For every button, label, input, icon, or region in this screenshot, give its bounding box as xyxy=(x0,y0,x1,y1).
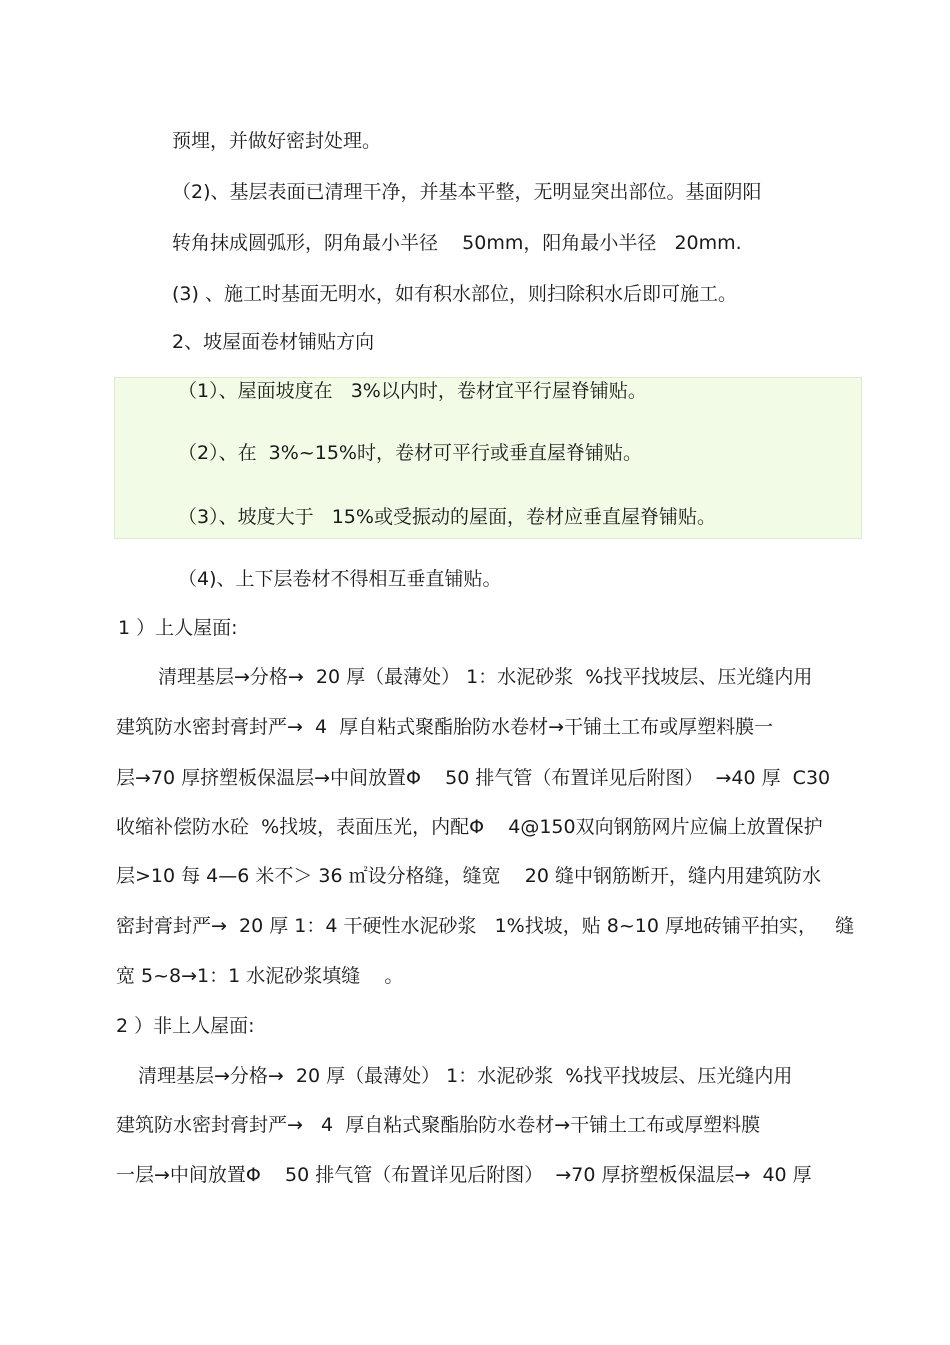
text-line: 建筑防水密封膏封严→ 4 厚自粘式聚酯胎防水卷材→干铺土工布或厚塑料膜一 xyxy=(116,716,774,738)
highlight-line: （2）、在 3%~15%时，卷材可平行或垂直屋脊铺贴。 xyxy=(178,442,642,464)
highlight-line: （1）、屋面坡度在 3%以内时，卷材宜平行屋脊铺贴。 xyxy=(178,380,647,402)
subsection-heading: 2 ）非上人屋面: xyxy=(116,1015,255,1037)
text-line: 宽 5~8→1：1 水泥砂浆填缝 。 xyxy=(116,965,404,987)
text-line: 建筑防水密封膏封严→ 4 厚自粘式聚酯胎防水卷材→干铺土工布或厚塑料膜 xyxy=(116,1114,761,1136)
subsection-heading: 1 ）上人屋面: xyxy=(118,617,238,639)
highlight-line: （3）、坡度大于 15%或受振动的屋面，卷材应垂直屋脊铺贴。 xyxy=(178,506,716,528)
section-heading: 2、坡屋面卷材铺贴方向 xyxy=(172,331,375,353)
text-line: （4)、上下层卷材不得相互垂直铺贴。 xyxy=(178,568,502,590)
text-line: 一层→中间放置Φ 50 排气管（布置详见后附图） →70 厚挤塑板保温层→ 40 厚 xyxy=(116,1164,812,1186)
text-line: 转角抹成圆弧形，阴角最小半径 50mm，阳角最小半径 20mm. xyxy=(172,232,742,254)
text-line: 层→70 厚挤塑板保温层→中间放置Φ 50 排气管（布置详见后附图） →40 厚 C30 xyxy=(116,767,831,789)
text-line: 清理基层→分格→ 20 厚（最薄处） 1：水泥砂浆 %找平找坡层、压光缝内用 xyxy=(158,666,813,688)
text-line: 密封膏封严→ 20 厚 1：4 干硬性水泥砂浆 1%找坡，贴 8~10 厚地砖铺平拍实， 缝 xyxy=(116,915,855,937)
text-line: 清理基层→分格→ 20 厚（最薄处） 1：水泥砂浆 %找平找坡层、压光缝内用 xyxy=(138,1065,793,1087)
text-line: 预埋，并做好密封处理。 xyxy=(172,130,382,152)
text-line: 层>10 每 4—6 米不＞ 36 ㎡设分格缝，缝宽 20 缝中钢筋断开，缝内用建筑防水 xyxy=(116,865,822,887)
text-line: (3) 、施工时基面无明水，如有积水部位，则扫除积水后即可施工。 xyxy=(172,283,737,305)
text-line: （2)、基层表面已清理干净，并基本平整，无明显突出部位。基面阴阳 xyxy=(172,181,762,203)
text-line: 收缩补偿防水砼 %找坡，表面压光，内配Φ 4@150双向钢筋网片应偏上放置保护 xyxy=(116,816,823,838)
